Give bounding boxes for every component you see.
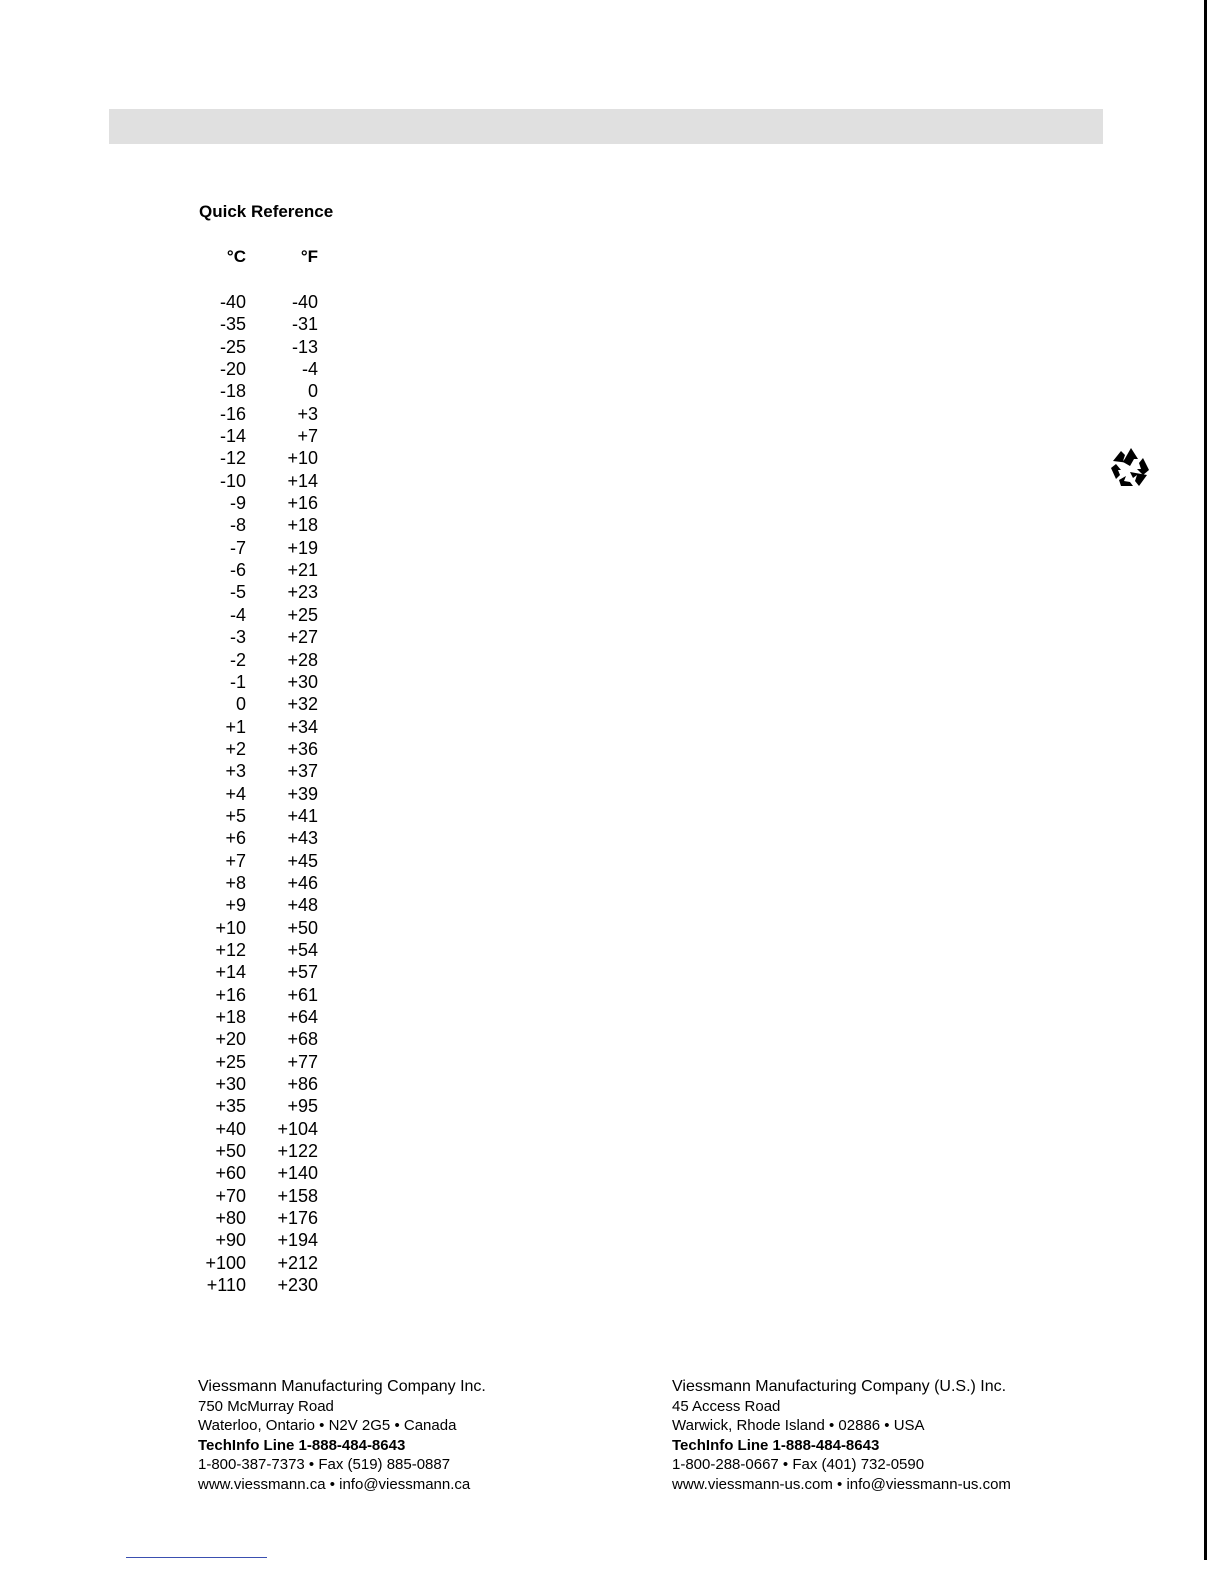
- street-ca: 750 McMurray Road: [198, 1397, 334, 1415]
- fahrenheit-value: +212: [277, 1252, 318, 1273]
- celsius-value: +35: [215, 1096, 246, 1117]
- table-row: [186, 984, 318, 1006]
- celsius-value: -4: [229, 604, 246, 625]
- fahrenheit-value: +140: [277, 1163, 318, 1184]
- table-row: [186, 1118, 318, 1140]
- table-row: [186, 693, 318, 715]
- celsius-value: -1: [229, 671, 246, 692]
- table-row: [186, 291, 318, 313]
- web-ca: www.viessmann.ca • info@viessmann.ca: [198, 1475, 471, 1493]
- celsius-value: +16: [215, 984, 246, 1005]
- fahrenheit-value: +57: [287, 962, 318, 983]
- table-row: [186, 1051, 318, 1073]
- table-row: [186, 313, 318, 335]
- web-us: www.viessmann-us.com • info@viessmann-us.com: [672, 1475, 1011, 1493]
- table-row: [186, 380, 318, 402]
- celsius-value: -2: [229, 649, 246, 670]
- table-row: [186, 649, 318, 671]
- celsius-value: +80: [215, 1208, 246, 1229]
- celsius-value: +7: [225, 850, 246, 871]
- fahrenheit-value: -40: [291, 292, 318, 312]
- conversion-table: [186, 291, 318, 1296]
- fahrenheit-value: +86: [287, 1074, 318, 1095]
- celsius-value: +3: [225, 761, 246, 782]
- fahrenheit-value: +25: [287, 604, 318, 625]
- fahrenheit-value: +43: [287, 828, 318, 849]
- celsius-value: -18: [219, 381, 246, 402]
- table-row: [186, 760, 318, 782]
- celsius-value: +100: [205, 1252, 246, 1273]
- table-row: [186, 1229, 318, 1251]
- fahrenheit-value: +64: [287, 1007, 318, 1027]
- celsius-value: +90: [215, 1230, 246, 1251]
- city-ca: Waterloo, Ontario • N2V 2G5 • Canada: [198, 1417, 457, 1434]
- address-usa: [672, 1377, 1050, 1494]
- celsius-value: 0: [235, 694, 246, 715]
- table-row: [186, 671, 318, 693]
- fahrenheit-value: +28: [287, 649, 318, 670]
- quick-reference-title: Quick Reference: [199, 202, 334, 221]
- celsius-value: -14: [219, 426, 246, 447]
- fahrenheit-value: +61: [287, 984, 318, 1005]
- fahrenheit-value: +3: [297, 403, 318, 424]
- celsius-value: -3: [229, 627, 246, 648]
- fahrenheit-value: +95: [287, 1096, 318, 1117]
- techinfo-ca: TechInfo Line 1-888-484-8643: [198, 1436, 406, 1454]
- celsius-value: +9: [225, 895, 246, 916]
- fahrenheit-value: +34: [287, 716, 318, 737]
- celsius-value: +5: [225, 805, 246, 826]
- fahrenheit-value: +16: [287, 493, 318, 514]
- address-canada: [198, 1377, 503, 1494]
- celsius-value: -35: [219, 314, 246, 335]
- table-row: [186, 738, 318, 760]
- table-row: [186, 1073, 318, 1095]
- phone-us: 1-800-288-0667 • Fax (401) 732-0590: [672, 1456, 925, 1473]
- fahrenheit-value: +77: [287, 1051, 318, 1072]
- table-row: [186, 403, 318, 425]
- table-row: [186, 559, 318, 581]
- fahrenheit-value: -13: [291, 336, 318, 357]
- fahrenheit-value: +7: [297, 426, 318, 447]
- celsius-value: -25: [219, 336, 246, 357]
- fahrenheit-value: +45: [287, 850, 318, 871]
- celsius-header: °C: [226, 247, 246, 266]
- table-row: [186, 1207, 318, 1229]
- fahrenheit-value: +14: [287, 470, 318, 491]
- page-border-right: [1204, 0, 1207, 1560]
- table-row: [186, 716, 318, 738]
- celsius-value: -10: [219, 470, 246, 491]
- fahrenheit-value: +122: [277, 1141, 318, 1162]
- fahrenheit-value: +46: [287, 872, 318, 893]
- fahrenheit-value: +21: [287, 560, 318, 581]
- table-row: [186, 939, 318, 961]
- fahrenheit-value: +19: [287, 537, 318, 558]
- celsius-value: +25: [215, 1051, 246, 1072]
- fahrenheit-value: +104: [277, 1118, 318, 1139]
- city-us: Warwick, Rhode Island • 02886 • USA: [672, 1417, 925, 1434]
- celsius-value: -20: [219, 359, 246, 380]
- company-name-ca: Viessmann Manufacturing Company Inc.: [198, 1378, 486, 1395]
- table-row: [186, 626, 318, 648]
- table-row: [186, 1006, 318, 1028]
- fahrenheit-value: +27: [287, 627, 318, 648]
- recycle-icon: [1109, 445, 1153, 489]
- techinfo-us: TechInfo Line 1-888-484-8643: [672, 1436, 880, 1454]
- celsius-value: +10: [215, 917, 246, 938]
- table-row: [186, 961, 318, 983]
- table-row: [186, 894, 318, 916]
- fahrenheit-value: +32: [287, 694, 318, 715]
- celsius-value: +30: [215, 1074, 246, 1095]
- table-row: [186, 492, 318, 514]
- celsius-value: -16: [219, 403, 246, 424]
- fahrenheit-value: +50: [287, 917, 318, 938]
- fahrenheit-value: +30: [287, 671, 318, 692]
- table-row: [186, 1140, 318, 1162]
- fahrenheit-value: -31: [291, 314, 318, 335]
- table-row: [186, 470, 318, 492]
- bottom-rule: [126, 1557, 267, 1558]
- fahrenheit-value: +10: [287, 448, 318, 469]
- phone-ca: 1-800-387-7373 • Fax (519) 885-0887: [198, 1456, 451, 1473]
- table-row: [186, 917, 318, 939]
- fahrenheit-value: +41: [287, 805, 318, 826]
- table-row: [186, 872, 318, 894]
- celsius-value: +70: [215, 1185, 246, 1206]
- fahrenheit-value: +158: [277, 1185, 318, 1206]
- fahrenheit-value: +18: [287, 515, 318, 536]
- header-bar: [109, 109, 1103, 144]
- celsius-value: +60: [215, 1163, 246, 1184]
- table-row: [186, 805, 318, 827]
- celsius-value: -12: [219, 448, 246, 469]
- celsius-value: +110: [206, 1275, 246, 1296]
- fahrenheit-value: +68: [287, 1029, 318, 1050]
- fahrenheit-value: 0: [307, 381, 318, 402]
- table-row: [186, 827, 318, 849]
- celsius-value: +20: [215, 1029, 246, 1050]
- table-row: [186, 537, 318, 559]
- table-row: [186, 850, 318, 872]
- celsius-value: -9: [229, 493, 246, 514]
- table-row: [186, 581, 318, 603]
- celsius-value: +2: [225, 738, 246, 759]
- celsius-value: -8: [229, 515, 246, 536]
- table-row: [186, 1274, 318, 1296]
- table-row: [186, 358, 318, 380]
- table-row: [186, 514, 318, 536]
- celsius-value: -6: [229, 560, 246, 581]
- celsius-value: +1: [225, 716, 246, 737]
- table-row: [186, 1028, 318, 1050]
- celsius-value: +40: [215, 1118, 246, 1139]
- street-us: 45 Access Road: [672, 1397, 781, 1415]
- table-row: [186, 336, 318, 358]
- table-row: [186, 1162, 318, 1184]
- celsius-value: +4: [225, 783, 246, 804]
- table-row: [186, 1185, 318, 1207]
- fahrenheit-value: +48: [287, 895, 318, 916]
- fahrenheit-value: +39: [287, 783, 318, 804]
- table-row: [186, 447, 318, 469]
- fahrenheit-value: +37: [287, 761, 318, 782]
- fahrenheit-value: +230: [277, 1275, 318, 1296]
- celsius-value: -5: [229, 582, 246, 603]
- celsius-value: +14: [215, 962, 246, 983]
- celsius-value: +8: [225, 872, 246, 893]
- fahrenheit-value: -4: [301, 359, 318, 380]
- celsius-value: +6: [225, 828, 246, 849]
- celsius-value: -7: [229, 537, 246, 558]
- celsius-value: +12: [215, 939, 246, 960]
- celsius-value: +18: [215, 1007, 246, 1027]
- company-name-us: Viessmann Manufacturing Company (U.S.) Inc.: [672, 1378, 1007, 1395]
- fahrenheit-header: °F: [300, 247, 318, 266]
- table-row: [186, 604, 318, 626]
- fahrenheit-value: +176: [277, 1208, 318, 1229]
- table-row: [186, 425, 318, 447]
- table-row: [186, 1252, 318, 1274]
- fahrenheit-value: +54: [287, 939, 318, 960]
- fahrenheit-value: +23: [287, 582, 318, 603]
- celsius-value: -40: [219, 292, 246, 312]
- table-row: [186, 783, 318, 805]
- table-row: [186, 1095, 318, 1117]
- fahrenheit-value: +36: [287, 738, 318, 759]
- fahrenheit-value: +194: [277, 1230, 318, 1251]
- celsius-value: +50: [215, 1141, 246, 1162]
